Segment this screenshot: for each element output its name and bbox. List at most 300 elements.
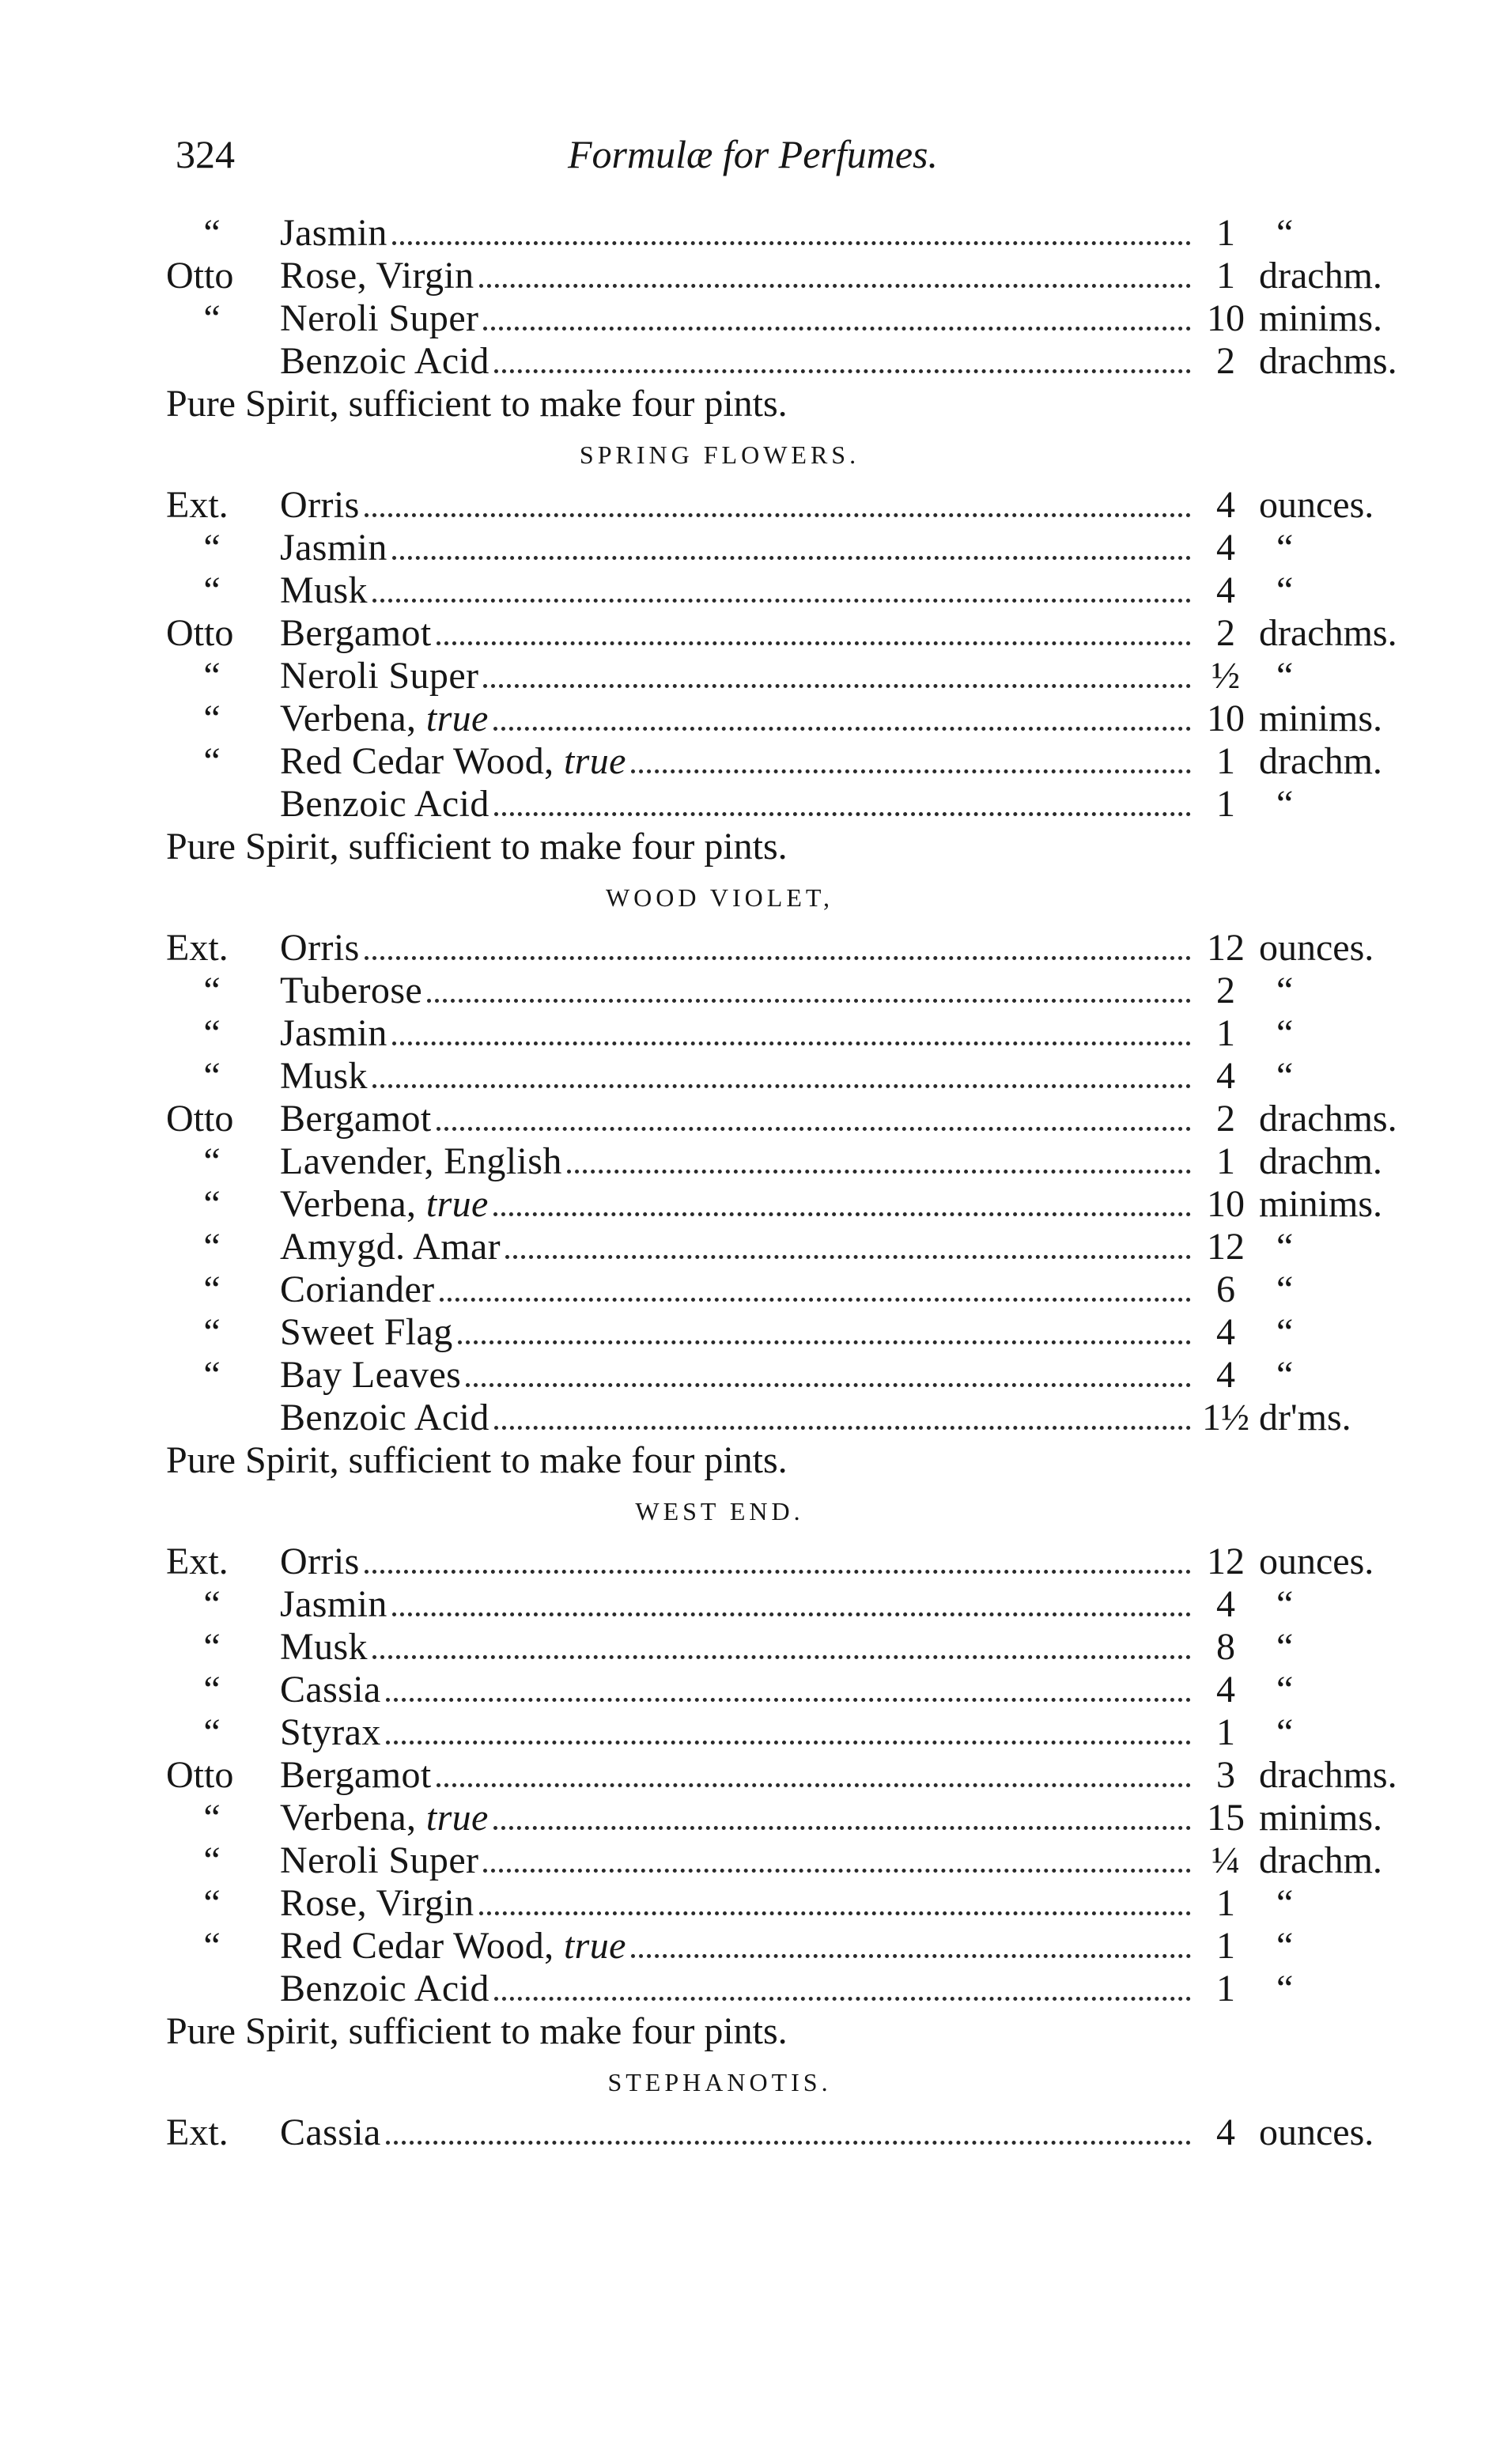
amount-quantity: 4 xyxy=(1216,1354,1235,1396)
ingredient-name-text: Benzoic Acid xyxy=(280,1397,490,1438)
amount-quantity: 2 xyxy=(1216,1098,1235,1140)
ingredient-prefix: Otto xyxy=(166,1754,234,1796)
ingredient-prefix: “ xyxy=(203,569,221,611)
ingredient-name-text: Rose, Virgin xyxy=(280,255,474,297)
section-heading: WOOD VIOLET, xyxy=(605,883,834,912)
ingredient-name xyxy=(280,340,490,383)
ingredient-prefix: Ext. xyxy=(166,484,229,526)
ingredient-row xyxy=(166,1055,1431,1098)
amount xyxy=(1202,1268,1431,1311)
ingredient-name xyxy=(280,297,478,340)
dot-leader xyxy=(483,1869,1191,1873)
ingredient-name-text: Musk xyxy=(280,1626,368,1668)
ingredient-row xyxy=(166,527,1431,569)
ingredient-row xyxy=(166,697,1431,740)
ingredient-name xyxy=(280,212,387,255)
ingredient-name xyxy=(280,255,474,297)
ingredient-prefix: Ext. xyxy=(166,927,229,969)
ingredient-prefix: “ xyxy=(203,1226,221,1268)
ingredient-row xyxy=(166,340,1431,383)
ingredient-name-text: Jasmin xyxy=(280,527,387,569)
amount-unit: “ xyxy=(1276,970,1294,1011)
ingredient-row xyxy=(166,1098,1431,1140)
amount xyxy=(1202,1968,1431,2010)
ingredient-name-text: Coriander xyxy=(280,1268,435,1310)
amount xyxy=(1202,212,1431,255)
amount xyxy=(1202,1012,1431,1055)
ingredient-name xyxy=(280,1968,490,2010)
dot-leader xyxy=(494,812,1191,816)
amount xyxy=(1202,1626,1431,1669)
ingredient-prefix: “ xyxy=(203,297,221,339)
ingredient-row xyxy=(166,1140,1431,1183)
amount-unit: drachm. xyxy=(1259,1839,1382,1881)
ingredient-name-text: Red Cedar Wood, xyxy=(280,1925,564,1967)
ingredient-name xyxy=(280,1311,453,1354)
ingredient-row xyxy=(166,1354,1431,1397)
dot-leader xyxy=(494,1426,1191,1430)
amount xyxy=(1202,255,1431,297)
dot-leader xyxy=(386,1741,1191,1745)
ingredient-row xyxy=(166,1754,1431,1797)
ingredient-name-text: Neroli Super xyxy=(280,655,479,697)
ingredient-prefix: Otto xyxy=(166,1098,234,1140)
amount-unit: drachm. xyxy=(1259,1140,1382,1182)
ingredient-name-text: Benzoic Acid xyxy=(280,1968,490,2009)
ingredient-name xyxy=(280,1626,368,1669)
dot-leader xyxy=(427,999,1191,1003)
ingredient-prefix: “ xyxy=(203,655,221,697)
ingredient-name xyxy=(280,527,387,569)
dot-leader xyxy=(437,1127,1191,1131)
ingredient-name xyxy=(280,655,478,697)
ingredient-name-text: Bergamot xyxy=(280,1098,432,1140)
ingredient-name-text: Rose, Virgin xyxy=(280,1882,474,1924)
amount-unit: “ xyxy=(1276,1226,1294,1268)
amount-quantity: 4 xyxy=(1216,527,1235,569)
ingredient-name xyxy=(280,484,360,527)
ingredient-name xyxy=(280,1183,489,1226)
ingredient-prefix: “ xyxy=(203,1140,221,1182)
amount-quantity: 2 xyxy=(1216,970,1235,1011)
amount-unit: drachm. xyxy=(1259,255,1382,297)
amount-quantity: 1 xyxy=(1216,1711,1235,1753)
amount-unit: ounces. xyxy=(1259,484,1374,526)
ingredient-prefix: “ xyxy=(203,1012,221,1054)
ingredient-name xyxy=(280,1540,360,1583)
amount-quantity: 4 xyxy=(1216,484,1235,526)
ingredient-prefix: “ xyxy=(203,1839,221,1881)
ingredient-name xyxy=(280,2111,381,2154)
amount-quantity: 15 xyxy=(1207,1797,1245,1839)
ingredient-name-italic: true xyxy=(563,740,626,782)
section-heading: STEPHANOTIS. xyxy=(607,2068,832,2096)
dot-leader xyxy=(466,1383,1191,1387)
amount-unit: “ xyxy=(1276,1925,1294,1967)
ingredient-row xyxy=(166,1183,1431,1226)
ingredient-row xyxy=(166,1797,1431,1839)
ingredient-prefix: “ xyxy=(203,697,221,739)
ingredient-prefix: “ xyxy=(203,1583,221,1625)
ingredient-prefix: “ xyxy=(203,212,221,254)
amount-quantity: 10 xyxy=(1207,1183,1245,1225)
amount xyxy=(1202,1140,1431,1183)
dot-leader xyxy=(493,727,1191,731)
ingredient-prefix: “ xyxy=(203,1268,221,1310)
spirit-note: Pure Spirit, sufficient to make four pints. xyxy=(166,1439,788,1481)
ingredient-prefix: “ xyxy=(203,1925,221,1967)
dot-leader xyxy=(483,327,1191,331)
amount xyxy=(1202,783,1431,826)
ingredient-row xyxy=(166,1268,1431,1311)
amount xyxy=(1202,1925,1431,1968)
ingredient-row xyxy=(166,1397,1431,1439)
amount-quantity: 4 xyxy=(1216,569,1235,611)
amount-quantity: 4 xyxy=(1216,1311,1235,1353)
ingredient-prefix: “ xyxy=(203,1669,221,1711)
ingredient-name xyxy=(280,612,432,655)
amount-unit: “ xyxy=(1276,783,1294,825)
ingredient-name-text: Neroli Super xyxy=(280,1839,479,1881)
ingredient-name-text: Cassia xyxy=(280,2111,381,2153)
ingredient-prefix: “ xyxy=(203,1626,221,1668)
page-number: 324 xyxy=(176,132,235,176)
amount-unit: “ xyxy=(1276,1626,1294,1668)
amount xyxy=(1202,1711,1431,1754)
ingredient-prefix: “ xyxy=(203,970,221,1011)
amount-quantity: 3 xyxy=(1216,1754,1235,1796)
ingredient-row xyxy=(166,1226,1431,1268)
amount xyxy=(1202,1354,1431,1397)
amount-unit: minims. xyxy=(1259,1183,1383,1225)
ingredient-name xyxy=(280,1098,432,1140)
ingredient-name xyxy=(280,1797,489,1839)
ingredient-row xyxy=(166,927,1431,970)
ingredient-name-text: Lavender, English xyxy=(280,1140,562,1182)
dot-leader xyxy=(365,1570,1191,1574)
amount xyxy=(1202,1397,1431,1439)
ingredient-row xyxy=(166,212,1431,255)
ingredient-prefix: “ xyxy=(203,1055,221,1097)
amount-quantity: 12 xyxy=(1207,927,1245,969)
amount-quantity: 4 xyxy=(1216,2111,1235,2153)
dot-leader xyxy=(386,2141,1191,2145)
amount-unit: drachms. xyxy=(1259,340,1397,382)
ingredient-name xyxy=(280,927,360,970)
amount-unit: “ xyxy=(1276,1354,1294,1396)
ingredient-prefix: “ xyxy=(203,1311,221,1353)
amount-quantity: 2 xyxy=(1216,612,1235,654)
ingredient-prefix: “ xyxy=(203,527,221,569)
ingredient-name-text: Bergamot xyxy=(280,1754,432,1796)
amount xyxy=(1202,484,1431,527)
spirit-note: Pure Spirit, sufficient to make four pints. xyxy=(166,826,788,868)
amount xyxy=(1202,297,1431,340)
dot-leader xyxy=(392,241,1191,245)
ingredient-name xyxy=(280,697,489,740)
ingredient-row xyxy=(166,740,1431,783)
amount-unit: “ xyxy=(1276,1968,1294,2009)
amount xyxy=(1202,1540,1431,1583)
amount-quantity: 1½ xyxy=(1202,1397,1249,1438)
dot-leader xyxy=(365,956,1191,960)
ingredient-prefix: “ xyxy=(203,1354,221,1396)
amount-unit: “ xyxy=(1276,1012,1294,1054)
dot-leader xyxy=(631,769,1191,773)
ingredient-name-text: Orris xyxy=(280,1540,360,1582)
ingredient-name-text: Benzoic Acid xyxy=(280,783,490,825)
amount xyxy=(1202,569,1431,612)
ingredient-prefix: Ext. xyxy=(166,2111,229,2153)
amount-unit: “ xyxy=(1276,1882,1294,1924)
formula-list xyxy=(166,212,1431,2154)
ingredient-name xyxy=(280,1268,435,1311)
amount xyxy=(1202,740,1431,783)
ingredient-row xyxy=(166,1925,1431,1968)
ingredient-row xyxy=(166,1626,1431,1669)
ingredient-row xyxy=(166,569,1431,612)
ingredient-row xyxy=(166,297,1431,340)
amount-quantity: 10 xyxy=(1207,697,1245,739)
ingredient-name xyxy=(280,970,422,1012)
amount-quantity: 1 xyxy=(1216,783,1235,825)
amount-unit: “ xyxy=(1276,655,1294,697)
ingredient-name xyxy=(280,1711,381,1754)
ingredient-name xyxy=(280,783,490,826)
dot-leader xyxy=(392,1612,1191,1616)
amount-unit: drachms. xyxy=(1259,612,1397,654)
amount-quantity: 2 xyxy=(1216,340,1235,382)
amount-quantity: 1 xyxy=(1216,1882,1235,1924)
ingredient-name-text: Jasmin xyxy=(280,1583,387,1625)
amount xyxy=(1202,655,1431,697)
ingredient-name-text: Verbena, xyxy=(280,1797,426,1839)
ingredient-name-text: Verbena, xyxy=(280,1183,426,1225)
ingredient-name xyxy=(280,1839,478,1882)
amount xyxy=(1202,1183,1431,1226)
ingredient-name-text: Amygd. Amar xyxy=(280,1226,501,1268)
section-heading: WEST END. xyxy=(635,1497,804,1525)
ingredient-row xyxy=(166,484,1431,527)
amount-quantity: ½ xyxy=(1211,655,1240,697)
amount-unit: dr'ms. xyxy=(1259,1397,1351,1438)
amount xyxy=(1202,1055,1431,1098)
dot-leader xyxy=(365,513,1191,517)
dot-leader xyxy=(493,1212,1191,1216)
ingredient-prefix: Otto xyxy=(166,612,234,654)
dot-leader xyxy=(392,556,1191,560)
amount-quantity: 8 xyxy=(1216,1626,1235,1668)
dot-leader xyxy=(483,684,1191,688)
ingredient-name-text: Verbena, xyxy=(280,697,426,739)
amount xyxy=(1202,2111,1431,2154)
ingredient-prefix: “ xyxy=(203,1711,221,1753)
amount-unit: “ xyxy=(1276,1268,1294,1310)
ingredient-row xyxy=(166,2111,1431,2154)
amount-unit: drachm. xyxy=(1259,740,1382,782)
ingredient-name-text: Jasmin xyxy=(280,1012,387,1054)
amount xyxy=(1202,927,1431,970)
ingredient-name-italic: true xyxy=(563,1925,626,1967)
amount xyxy=(1202,1226,1431,1268)
dot-leader xyxy=(567,1170,1191,1174)
amount-quantity: 4 xyxy=(1216,1055,1235,1097)
amount-quantity: 4 xyxy=(1216,1669,1235,1711)
amount xyxy=(1202,340,1431,383)
dot-leader xyxy=(479,284,1191,288)
amount-quantity: 6 xyxy=(1216,1268,1235,1310)
amount-quantity: 4 xyxy=(1216,1583,1235,1625)
ingredient-name xyxy=(280,1055,368,1098)
ingredient-name-text: Jasmin xyxy=(280,212,387,254)
amount-quantity: ¼ xyxy=(1211,1839,1240,1881)
amount-quantity: 1 xyxy=(1216,740,1235,782)
dot-leader xyxy=(372,599,1191,603)
amount xyxy=(1202,1669,1431,1711)
dot-leader xyxy=(437,1783,1191,1787)
ingredient-name xyxy=(280,1754,432,1797)
dot-leader xyxy=(494,369,1191,373)
ingredient-prefix: “ xyxy=(203,1882,221,1924)
ingredient-prefix: “ xyxy=(203,1797,221,1839)
ingredient-name-text: Orris xyxy=(280,484,360,526)
dot-leader xyxy=(372,1655,1191,1659)
amount-quantity: 1 xyxy=(1216,255,1235,297)
page-header xyxy=(176,127,1425,182)
ingredient-name xyxy=(280,1669,381,1711)
ingredient-row xyxy=(166,1968,1431,2010)
ingredient-name xyxy=(280,1354,461,1397)
ingredient-name-text: Cassia xyxy=(280,1669,381,1711)
dot-leader xyxy=(493,1826,1191,1830)
amount-unit: ounces. xyxy=(1259,927,1374,969)
dot-leader xyxy=(479,1911,1191,1915)
ingredient-prefix: Ext. xyxy=(166,1540,229,1582)
amount xyxy=(1202,1839,1431,1882)
spirit-note: Pure Spirit, sufficient to make four pints. xyxy=(166,383,788,425)
ingredient-name-italic: true xyxy=(425,697,489,739)
amount-quantity: 1 xyxy=(1216,1968,1235,2009)
amount-quantity: 1 xyxy=(1216,1925,1235,1967)
ingredient-row xyxy=(166,1583,1431,1626)
ingredient-prefix: Otto xyxy=(166,255,234,297)
dot-leader xyxy=(458,1340,1191,1344)
amount-unit: “ xyxy=(1276,1583,1294,1625)
amount-unit: “ xyxy=(1276,1055,1294,1097)
section-heading: SPRING FLOWERS. xyxy=(579,440,860,469)
ingredient-name-text: Neroli Super xyxy=(280,297,479,339)
amount-unit: minims. xyxy=(1259,1797,1383,1839)
amount-quantity: 10 xyxy=(1207,297,1245,339)
ingredient-name xyxy=(280,1397,490,1439)
amount-unit: ounces. xyxy=(1259,2111,1374,2153)
ingredient-prefix: “ xyxy=(203,1183,221,1225)
ingredient-row xyxy=(166,655,1431,697)
dot-leader xyxy=(494,1997,1191,2001)
ingredient-name xyxy=(280,1140,562,1183)
ingredient-row xyxy=(166,1839,1431,1882)
amount-unit: ounces. xyxy=(1259,1540,1374,1582)
ingredient-row xyxy=(166,255,1431,297)
amount-unit: minims. xyxy=(1259,697,1383,739)
amount-unit: “ xyxy=(1276,1711,1294,1753)
ingredient-name xyxy=(280,569,368,612)
ingredient-row xyxy=(166,1882,1431,1925)
amount-unit: drachms. xyxy=(1259,1754,1397,1796)
ingredient-name-text: Musk xyxy=(280,1055,368,1097)
running-title: Formulæ for Perfumes. xyxy=(567,132,939,176)
ingredient-name-italic: true xyxy=(425,1183,489,1225)
amount xyxy=(1202,1311,1431,1354)
ingredient-row xyxy=(166,783,1431,826)
dot-leader xyxy=(372,1084,1191,1088)
ingredient-row xyxy=(166,1669,1431,1711)
ingredient-name xyxy=(280,1226,501,1268)
amount-quantity: 12 xyxy=(1207,1540,1245,1582)
ingredient-name-text: Benzoic Acid xyxy=(280,340,490,382)
ingredient-row xyxy=(166,1540,1431,1583)
amount xyxy=(1202,612,1431,655)
amount-unit: “ xyxy=(1276,212,1294,254)
ingredient-row xyxy=(166,1311,1431,1354)
ingredient-name-text: Bergamot xyxy=(280,612,432,654)
dot-leader xyxy=(505,1255,1191,1259)
amount xyxy=(1202,1098,1431,1140)
amount xyxy=(1202,1797,1431,1839)
amount-unit: “ xyxy=(1276,569,1294,611)
amount xyxy=(1202,970,1431,1012)
ingredient-row xyxy=(166,612,1431,655)
amount-quantity: 1 xyxy=(1216,1012,1235,1054)
dot-leader xyxy=(631,1954,1191,1958)
dot-leader xyxy=(392,1041,1191,1045)
dot-leader xyxy=(437,641,1191,645)
ingredient-name xyxy=(280,1583,387,1626)
ingredient-name xyxy=(280,1925,626,1968)
amount xyxy=(1202,527,1431,569)
amount xyxy=(1202,1583,1431,1626)
amount-quantity: 1 xyxy=(1216,1140,1235,1182)
ingredient-name xyxy=(280,740,626,783)
ingredient-name xyxy=(280,1012,387,1055)
ingredient-row xyxy=(166,1012,1431,1055)
amount-quantity: 1 xyxy=(1216,212,1235,254)
amount-unit: “ xyxy=(1276,1311,1294,1353)
amount-unit: “ xyxy=(1276,527,1294,569)
ingredient-name-text: Tuberose xyxy=(280,970,423,1011)
ingredient-prefix: “ xyxy=(203,740,221,782)
ingredient-name xyxy=(280,1882,474,1925)
amount xyxy=(1202,697,1431,740)
ingredient-row xyxy=(166,970,1431,1012)
ingredient-row xyxy=(166,1711,1431,1754)
dot-leader xyxy=(440,1298,1191,1302)
amount-unit: minims. xyxy=(1259,297,1383,339)
amount-unit: “ xyxy=(1276,1669,1294,1711)
ingredient-name-text: Sweet Flag xyxy=(280,1311,453,1353)
ingredient-name-italic: true xyxy=(425,1797,489,1839)
amount xyxy=(1202,1882,1431,1925)
dot-leader xyxy=(386,1698,1191,1702)
amount-quantity: 12 xyxy=(1207,1226,1245,1268)
ingredient-name-text: Orris xyxy=(280,927,360,969)
amount-unit: drachms. xyxy=(1259,1098,1397,1140)
ingredient-name-text: Red Cedar Wood, xyxy=(280,740,564,782)
amount xyxy=(1202,1754,1431,1797)
spirit-note: Pure Spirit, sufficient to make four pints. xyxy=(166,2010,788,2052)
ingredient-name-text: Musk xyxy=(280,569,368,611)
ingredient-name-text: Bay Leaves xyxy=(280,1354,462,1396)
